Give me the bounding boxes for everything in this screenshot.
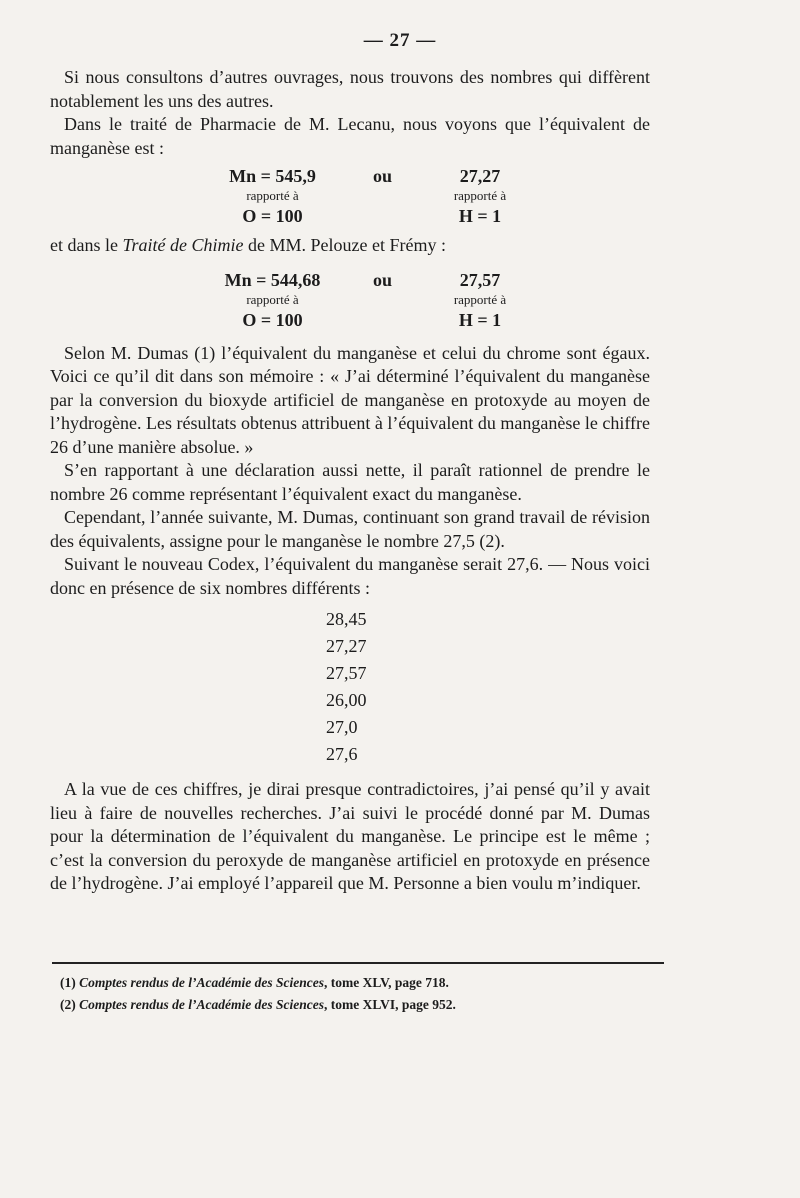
page-number: — 27 — (363, 30, 437, 51)
footnote-1 (60, 972, 660, 994)
p3-title: Traité de Chimie (122, 235, 244, 255)
number-list (326, 606, 650, 768)
footnote-2 (60, 994, 660, 1016)
eq1-left-value: Mn = 545,9 (229, 166, 316, 186)
eq1-right-base: H = 1 (458, 206, 502, 226)
p3-before: et dans le (50, 235, 123, 255)
eq1-right-ref: rapporté à (453, 188, 507, 203)
eq1-left-base: O = 100 (242, 206, 303, 226)
paragraph-4: Selon M. Dumas (1) l’équivalent du manganèse et celui du chrome sont égaux. Voici ce qu’il dit dans son mémoire : « J’ai déterminé l’équivalent du manganèse par la conversion du bioxyde artificiel de manganèse en protoxyde au moyen de l’hydrogène. Les résultats obtenus attribuent à l’équivalent du manganèse le chiffre 26 d’une manière absolue. » (50, 342, 650, 457)
footnote-1-rest: , tome XLV, page 718. (323, 975, 449, 990)
footnote-divider (52, 962, 664, 964)
equation-lecanu (50, 164, 650, 228)
paragraph-2: Dans le traité de Pharmacie de M. Lecanu, nous voyons que l’équivalent de manganèse est : (50, 114, 650, 158)
p3-after: de MM. Pelouze et Frémy : (243, 235, 446, 255)
eq1-right-value: 27,27 (459, 166, 501, 186)
number-item: 26,00 (326, 690, 367, 710)
eq1-connector: ou (372, 166, 392, 186)
eq2-right-base: H = 1 (458, 309, 502, 330)
number-item: 28,45 (326, 609, 367, 629)
paragraph-7: Suivant le nouveau Codex, l’équivalent du manganèse serait 27,6. — Nous voici donc en présence de six nombres différents : (50, 554, 650, 598)
eq1-left-ref: rapporté à (246, 188, 299, 203)
eq2-left-value: Mn = 544,68 (224, 269, 321, 290)
paragraph-3 (50, 234, 650, 258)
footnote-2-rest: , tome XLVI, page 952. (323, 997, 456, 1012)
footnotes (60, 972, 660, 1016)
number-item: 27,27 (326, 636, 367, 656)
footnote-1-source: Comptes rendus de l’Académie des Sciences (79, 975, 324, 990)
eq2-left-ref: rapporté à (246, 291, 299, 307)
footnote-1-mark: (1) (60, 975, 76, 990)
eq2-left-base: O = 100 (242, 309, 303, 330)
paragraph-6: Cependant, l’année suivante, M. Dumas, continuant son grand travail de révision des équivalents, assigne pour le manganèse le nombre 27,5 (2). (50, 507, 650, 551)
paragraph-8: A la vue de ces chiffres, je dirai presque contradictoires, j’ai pensé qu’il y avait lieu à faire de nouvelles recherches. J’ai suivi le procédé donné par M. Dumas pour la détermination de l’équivalent du manganèse. Le principe est le même ; c’est la conversion du peroxyde de manganèse artificiel en protoxyde en présence de l’hydrogène. J’ai employé l’appareil que M. Personne a bien voulu m’indiquer. (50, 779, 650, 893)
footnote-2-source: Comptes rendus de l’Académie des Sciences (79, 997, 324, 1012)
paragraph-1: Si nous consultons d’autres ouvrages, nous trouvons des nombres qui diffèrent notablement les uns des autres. (50, 67, 650, 111)
eq2-right-ref: rapporté à (453, 291, 507, 307)
number-item: 27,57 (326, 663, 367, 683)
equation-pelouze (50, 268, 650, 332)
eq2-right-value: 27,57 (459, 269, 501, 290)
number-item: 27,6 (326, 744, 358, 764)
paragraph-5: S’en rapportant à une déclaration aussi nette, il paraît rationnel de prendre le nombre 26 comme représentant l’équivalent exact du manganèse. (50, 460, 650, 504)
number-item: 27,0 (326, 717, 358, 737)
footnote-2-mark: (2) (60, 997, 76, 1012)
eq2-connector: ou (372, 269, 392, 290)
body-text (50, 66, 650, 896)
